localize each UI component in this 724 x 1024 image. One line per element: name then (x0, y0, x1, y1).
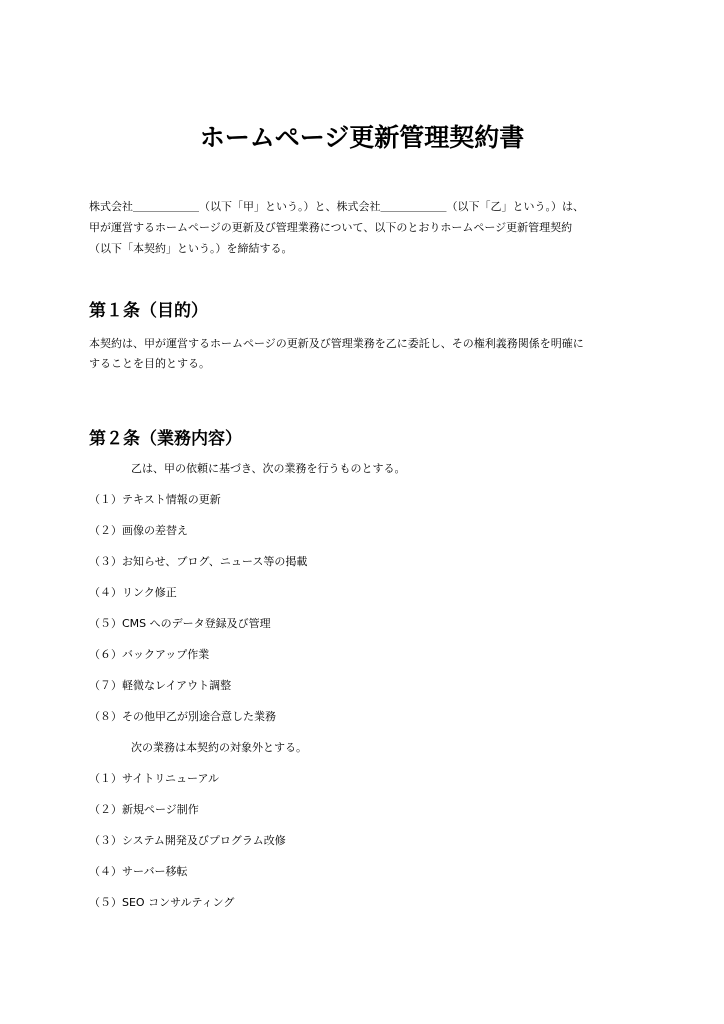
list-item: （３）お知らせ、ブログ、ニュース等の掲載 (89, 555, 308, 568)
list-item: （８）その他甲乙が別途合意した業務 (89, 710, 276, 723)
list-item: （７）軽微なレイアウト調整 (89, 679, 232, 692)
list-item: （１）テキスト情報の更新 (89, 493, 221, 506)
intro-line: 株式会社＿＿＿＿＿＿（以下「甲」という。）と、株式会社＿＿＿＿＿＿（以下「乙」という。）は、 (89, 200, 584, 213)
list-item: （６）バックアップ作業 (89, 648, 210, 661)
intro-line: 甲が運営するホームページの更新及び管理業務について、以下のとおりホームページ更新管理契約 (89, 221, 573, 234)
article-1-heading: 第１条（目的） (89, 301, 208, 321)
article-1-body (89, 334, 649, 374)
exclusion-item: （２）新規ページ制作 (89, 803, 199, 816)
list-item: （２）画像の差替え (89, 524, 188, 537)
article-1-line: 本契約は、甲が運営するホームページの更新及び管理業務を乙に委託し、その権利義務関係を明確に (89, 337, 584, 350)
article-1-line: することを目的とする。 (89, 357, 210, 370)
exclusion-item: （１）サイトリニューアル (89, 772, 220, 785)
intro-paragraph (89, 196, 649, 259)
exclusion-lead: 次の業務は本契約の対象外とする。 (131, 741, 307, 754)
list-item: （５）CMS へのデータ登録及び管理 (89, 617, 271, 630)
intro-line: （以下「本契約」という。）を締結する。 (89, 242, 293, 255)
exclusion-item: （５）SEO コンサルティング (89, 896, 235, 909)
exclusion-item: （４）サーバー移転 (89, 865, 188, 878)
list-item: （４）リンク修正 (89, 586, 177, 599)
exclusion-item: （３）システム開発及びプログラム改修 (89, 834, 286, 847)
document-title: ホームページ更新管理契約書 (199, 123, 525, 152)
article-2-heading: 第２条（業務内容） (89, 429, 242, 449)
article-2-lead: 乙は、甲の依頼に基づき、次の業務を行うものとする。 (131, 462, 406, 475)
